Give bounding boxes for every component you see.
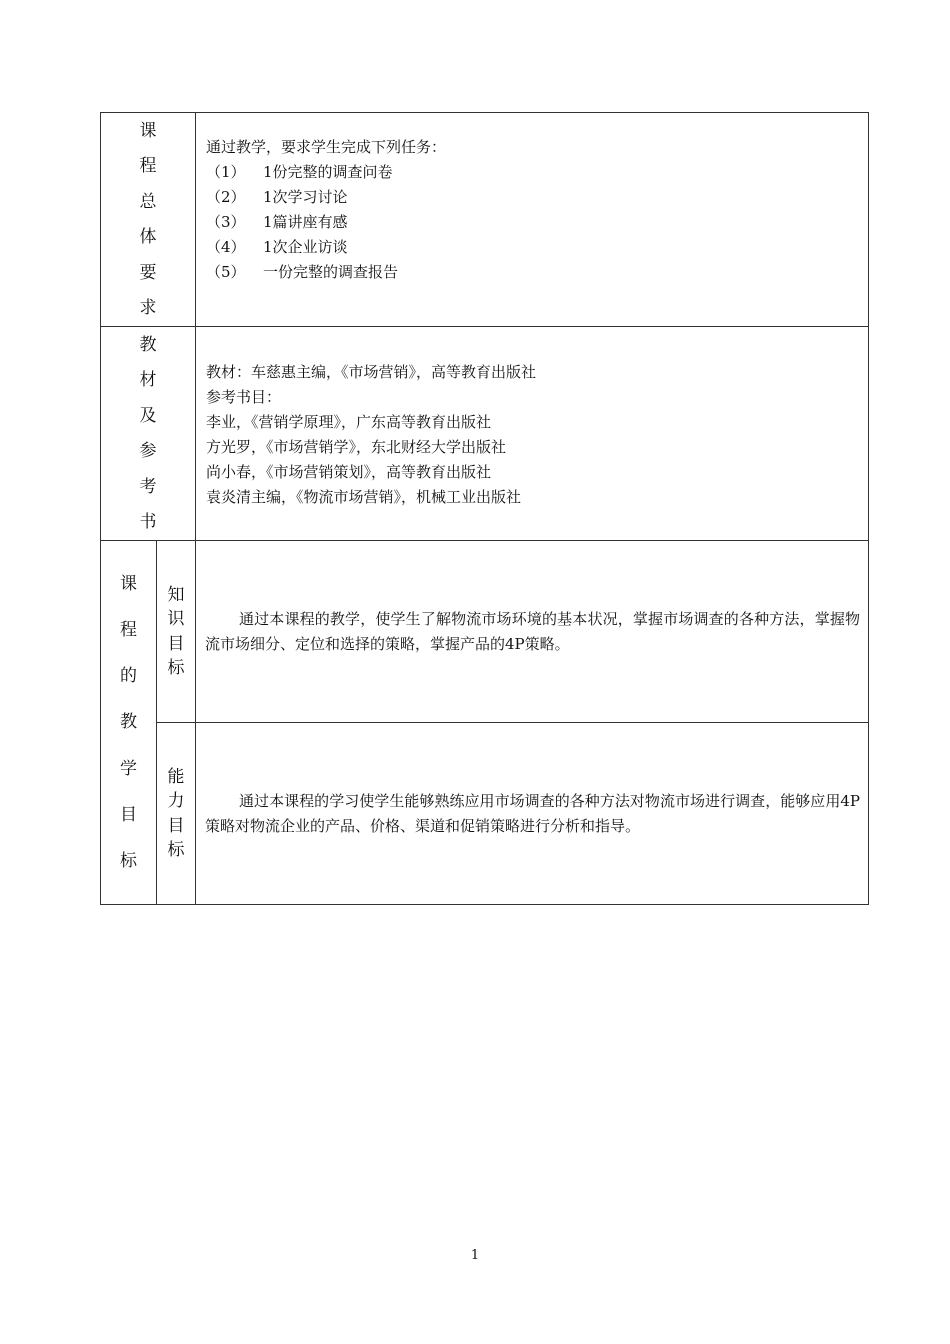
knowledge-label: 知 识 目 标: [167, 584, 185, 679]
requirements-label-cell: [101, 113, 196, 327]
textbooks-label: 教 材 及 参 考 书: [139, 334, 157, 533]
textbook-line: 尚小春，《市场营销策划》，高等教育出版社: [206, 463, 492, 481]
textbook-line: 教材：车慈惠主编，《市场营销》，高等教育出版社: [206, 363, 537, 381]
knowledge-content-cell: [196, 541, 869, 723]
page-number: 1: [470, 1248, 480, 1263]
ability-objective-text: 通过本课程的学习使学生能够熟练应用市场调查的各种方法对物流市场进行调查，能够应用4P策略对物流企业的产品、价格、渠道和促销策略进行分析和指导。: [205, 791, 860, 835]
textbook-line: 参考书目：: [206, 388, 282, 406]
knowledge-objective-text: 通过本课程的教学，使学生了解物流市场环境的基本状况，掌握市场调查的各种方法，掌握物流市场细分、定位和选择的策略，掌握产品的4P策略。: [205, 609, 860, 653]
requirement-item: （5） 一份完整的调查报告: [206, 263, 399, 281]
textbook-line: 方光罗，《市场营销学》，东北财经大学出版社: [206, 438, 507, 456]
textbooks-content: [196, 327, 868, 510]
requirements-content-cell: [196, 113, 869, 327]
knowledge-label-cell: [157, 541, 196, 723]
requirement-item: （2） 1次学习讨论: [206, 188, 348, 206]
textbooks-row: [101, 327, 869, 541]
requirement-item: （3） 1篇讲座有感: [206, 213, 348, 231]
textbooks-label-cell: [101, 327, 196, 541]
textbook-line: 李业，《营销学原理》，广东高等教育出版社: [206, 413, 492, 431]
knowledge-objective-row: [101, 541, 869, 723]
requirements-intro: 通过教学，要求学生完成下列任务：: [206, 138, 447, 156]
ability-label-cell: [157, 723, 196, 905]
requirement-item: （4） 1次企业访谈: [206, 238, 348, 256]
ability-label: 能 力 目 标: [167, 766, 185, 861]
ability-content-cell: [196, 723, 869, 905]
requirements-label: 课 程 总 体 要 求: [139, 120, 157, 319]
textbooks-content-cell: [196, 327, 869, 541]
requirements-content: [196, 113, 868, 285]
requirement-item: （1） 1份完整的调查问卷: [206, 163, 393, 181]
ability-objective-row: [101, 723, 869, 905]
requirements-row: [101, 113, 869, 327]
objectives-label: 课 程 的 教 学 目 标: [120, 573, 137, 872]
course-info-table: [100, 112, 869, 905]
textbook-line: 袁炎清主编，《物流市场营销》，机械工业出版社: [206, 488, 522, 506]
objectives-label-cell: [101, 541, 157, 905]
